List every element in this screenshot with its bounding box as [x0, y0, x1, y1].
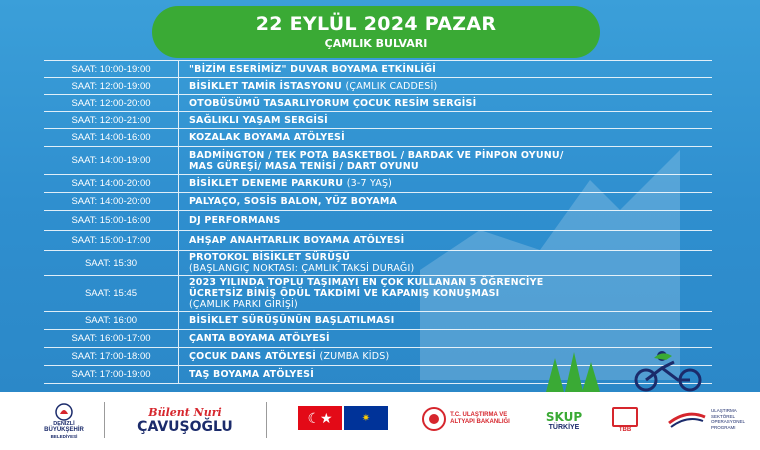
header-banner	[152, 6, 600, 58]
tree-icon	[565, 352, 583, 392]
row-time: SAAT: 17:00-19:00	[71, 369, 151, 380]
event-title: PROTOKOL BİSİKLET SÜRÜŞÜ	[189, 252, 351, 263]
schedule-row	[44, 330, 712, 348]
ministry-emblem-icon	[422, 407, 446, 431]
row-time: SAAT: 16:00	[84, 315, 138, 326]
event-title: "BİZİM ESERİMİZ" DUVAR BOYAMA ETKİNLİĞİ	[189, 63, 436, 75]
row-time: SAAT: 16:00-17:00	[71, 333, 151, 344]
row-time: SAAT: 14:00-19:00	[71, 155, 151, 166]
row-event	[179, 215, 712, 226]
skup-logo	[536, 404, 592, 436]
event-note: (3-7 YAŞ)	[346, 178, 393, 189]
schedule-row	[44, 251, 712, 276]
event-title: OTOBÜSÜMÜ TASARLIYORUM ÇOCUK RESİM SERGİSİ	[189, 97, 477, 109]
mayor-first-name: Bülent Nuri	[148, 406, 222, 419]
event-title: BADMİNGTON / TEK POTA BASKETBOL / BARDAK VE PİNPON OYUNU/	[189, 149, 564, 161]
schedule-row	[44, 231, 712, 251]
row-time: SAAT: 15:00-16:00	[71, 215, 151, 226]
program-line1: ULAŞTIRMA	[710, 408, 737, 413]
row-event	[179, 252, 712, 274]
row-time: SAAT: 17:00-18:00	[71, 351, 151, 362]
footer-divider	[266, 402, 267, 438]
row-event	[179, 333, 712, 344]
event-title-line2: ÜCRETSİZ BİNİŞ ÖDÜL TAKDİMİ VE KAPANIŞ KONUŞMASI	[189, 288, 500, 299]
row-time: SAAT: 10:00-19:00	[71, 63, 151, 75]
denizli-line3: BELEDİYESİ	[50, 434, 78, 439]
event-note: (ZUMBA KİDS)	[319, 351, 390, 362]
schedule-row	[44, 366, 712, 384]
event-title-line2: MAS GÜREŞİ/ MASA TENİSİ / DART OYUNU	[189, 160, 419, 172]
tree-icon	[582, 362, 600, 392]
event-title: AHŞAP ANAHTARLIK BOYAMA ATÖLYESİ	[189, 235, 405, 246]
denizli-line2: BÜYÜKŞEHİR	[44, 427, 84, 433]
row-time: SAAT: 15:00-17:00	[71, 235, 151, 246]
row-time: SAAT: 15:30	[84, 257, 138, 269]
cyclist-icon	[632, 350, 706, 392]
row-event	[179, 178, 712, 189]
tbb-label: TBB	[618, 426, 632, 433]
schedule-row	[44, 112, 712, 129]
skup-subtitle: TÜRKİYE	[548, 423, 580, 431]
event-title: BİSİKLET DENEME PARKURU	[189, 178, 344, 189]
schedule-row	[44, 95, 712, 112]
transport-program-logo	[656, 402, 756, 436]
row-event	[179, 132, 712, 143]
ministry-line2: ALTYAPI BAKANLIĞI	[450, 419, 510, 425]
row-time: SAAT: 14:00-20:00	[71, 178, 151, 189]
event-title: ÇANTA BOYAMA ATÖLYESİ	[189, 333, 330, 344]
row-event	[179, 196, 712, 207]
tree-icon	[546, 358, 564, 392]
row-time: SAAT: 14:00-20:00	[71, 196, 151, 207]
event-note: (ÇAMLIK CADDESİ)	[345, 80, 438, 92]
schedule-row	[44, 348, 712, 366]
row-event	[179, 235, 712, 246]
row-time: SAAT: 12:00-21:00	[71, 114, 151, 126]
row-time: SAAT: 12:00-20:00	[71, 97, 151, 109]
schedule-table	[44, 60, 712, 384]
denizli-line1: DENİZLİ	[53, 421, 75, 427]
event-title: SAĞLIKLI YAŞAM SERGİSİ	[189, 114, 328, 126]
row-event	[179, 150, 712, 172]
event-title: DJ PERFORMANS	[189, 215, 281, 226]
event-date: 22 EYLÜL 2024 PAZAR	[255, 13, 497, 35]
swoosh-icon	[667, 409, 707, 429]
schedule-row	[44, 129, 712, 147]
event-note: (ÇAMLIK PARKI GİRİŞİ)	[189, 299, 298, 310]
program-line4: PROGRAMI	[710, 424, 736, 430]
schedule-row	[44, 276, 712, 312]
program-line2: SEKTÖREL	[710, 413, 735, 419]
schedule-row	[44, 60, 712, 78]
footer-divider	[104, 402, 105, 438]
event-note: (BAŞLANGIÇ NOKTASI: ÇAMLIK TAKSİ DURAĞI)	[189, 263, 415, 274]
denizli-logo	[36, 400, 92, 442]
denizli-emblem-icon	[55, 403, 73, 421]
eu-turkey-flags-logo	[298, 406, 388, 430]
skup-title: SKUP	[545, 409, 583, 424]
schedule-row	[44, 312, 712, 330]
event-title: ÇOCUK DANS ATÖLYESİ	[189, 351, 317, 362]
sponsor-footer	[0, 392, 760, 450]
row-event	[179, 81, 712, 92]
event-title: BİSİKLET SÜRÜŞÜNÜN BAŞLATILMASI	[189, 315, 395, 326]
schedule-row	[44, 147, 712, 175]
event-title: 2023 YILINDA TOPLU TAŞIMAYI EN ÇOK KULLANAN 5 ÖĞRENCİYE	[189, 277, 544, 288]
tbb-logo	[610, 406, 640, 434]
eu-flag-icon: ✷	[344, 406, 388, 430]
row-event	[179, 315, 712, 326]
row-event	[179, 115, 712, 126]
ministry-line1: T.C. ULAŞTIRMA VE	[450, 412, 508, 418]
event-title: TAŞ BOYAMA ATÖLYESİ	[189, 369, 314, 380]
schedule-row	[44, 175, 712, 193]
schedule-row	[44, 78, 712, 95]
mayor-signature-logo	[110, 402, 260, 440]
mayor-last-name: ÇAVUŞOĞLU	[137, 419, 233, 435]
program-line3: OPERASYONEL	[710, 419, 745, 424]
schedule-row	[44, 193, 712, 211]
turkey-flag-icon: ☾★	[298, 406, 342, 430]
schedule-row	[44, 211, 712, 231]
event-title: BİSİKLET TAMİR İSTASYONU	[189, 80, 342, 92]
row-time: SAAT: 12:00-19:00	[71, 80, 151, 92]
tbb-emblem-icon	[612, 407, 638, 427]
event-title: KOZALAK BOYAMA ATÖLYESİ	[189, 132, 345, 143]
row-event	[179, 98, 712, 109]
row-event	[179, 64, 712, 75]
row-time: SAAT: 15:45	[84, 288, 138, 299]
row-event	[179, 277, 712, 310]
event-venue: ÇAMLIK BULVARI	[324, 37, 428, 50]
ministry-logo	[408, 406, 524, 432]
event-title: PALYAÇO, SOSİS BALON, YÜZ BOYAMA	[189, 196, 398, 207]
row-time: SAAT: 14:00-16:00	[71, 132, 151, 143]
